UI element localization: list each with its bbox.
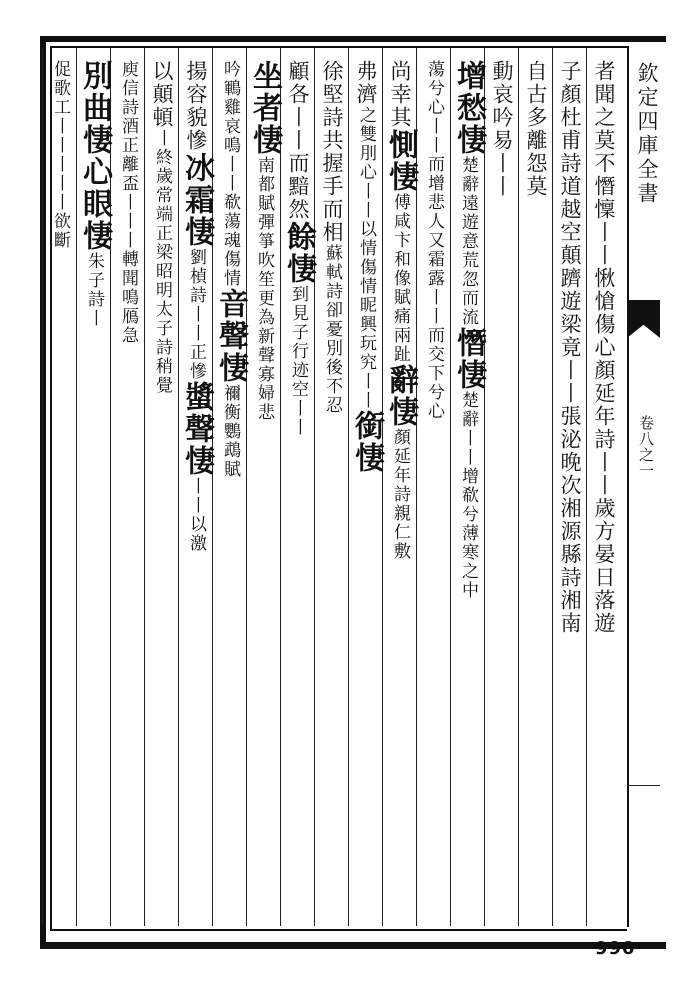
entry-heading: 惻悽 xyxy=(383,129,418,193)
column-rule xyxy=(518,48,519,926)
text-column xyxy=(383,60,418,561)
column-text: 吟鶤雞哀鳴丨丨欷蕩魂傷情 xyxy=(220,60,240,288)
column-text: 丨丨丨轉聞鳴鴈急 xyxy=(118,193,138,345)
column-text: 朱子詩丨 xyxy=(84,252,104,328)
entry-heading: 別曲悽 xyxy=(77,60,112,156)
text-column xyxy=(213,60,248,479)
column-text: 尚幸其 xyxy=(388,60,412,129)
text-column xyxy=(349,60,384,474)
column-rule xyxy=(178,48,179,926)
text-column xyxy=(590,60,618,635)
text-column xyxy=(420,60,448,421)
column-rule xyxy=(552,48,553,926)
column-text: 揚容貌慘 xyxy=(184,60,208,152)
column-rule xyxy=(484,48,485,926)
column-rule xyxy=(586,48,587,926)
column-text: 丨丨欲斷 xyxy=(50,174,70,250)
text-column xyxy=(522,60,550,198)
column-text: 楚辭丨丨增欷兮薄寒之中 xyxy=(458,391,478,600)
text-column xyxy=(318,60,346,415)
column-rule xyxy=(76,48,77,926)
column-rule xyxy=(314,48,315,926)
column-text: 禰衡鸚鵡賦 xyxy=(220,384,240,479)
column-text: 顧各丨丨而黯然 xyxy=(286,60,310,221)
text-column xyxy=(247,60,282,422)
column-text: 徐堅詩共握手而相 xyxy=(320,60,344,244)
column-text: 蘇軾詩卻憂別後不忍 xyxy=(322,244,342,415)
column-text: 南都賦彈箏吹笙更為新聲寡婦悲 xyxy=(254,156,274,422)
entry-heading: 餘悽 xyxy=(281,221,316,285)
column-text: 子顏杜甫詩道越空顛躋遊梁竟丨丨張泌晚次湘源縣詩湘南 xyxy=(558,60,582,635)
column-text: 動哀吟易丨丨 xyxy=(490,60,514,198)
page-number: 990 xyxy=(595,938,636,959)
column-text: 楚辭遠遊意荒忽而流 xyxy=(458,156,478,327)
column-rule xyxy=(450,48,451,926)
column-text: 庾信詩酒正離盃 xyxy=(118,60,138,193)
text-column xyxy=(77,60,112,328)
margin-divider xyxy=(627,785,660,786)
volume-label: 卷八之一 xyxy=(637,415,655,479)
column-rule xyxy=(246,48,247,926)
text-column xyxy=(179,60,214,553)
book-title: 欽定四庫全書 xyxy=(635,62,659,206)
column-text: 丨丨以激 xyxy=(186,477,206,553)
column-text: 之雙刖心丨丨以情傷 xyxy=(356,106,376,277)
entry-heading: 憯悽 xyxy=(451,327,486,391)
column-text: 以顛頓 xyxy=(150,60,174,129)
column-rule xyxy=(144,48,145,926)
column-text: 蕩兮心丨丨而增悲 xyxy=(424,60,444,212)
column-text: 傅咸卞和像賦痛兩趾 xyxy=(390,193,410,364)
entry-heading: 螿聲悽 xyxy=(179,381,214,477)
column-text: 顏延年詩親仁敷 xyxy=(390,428,410,561)
column-text: 者聞之莫不憯懍丨丨愀愴傷心顏延年詩丨丨歲方晏日落遊 xyxy=(592,60,616,635)
column-text: 到見子行迹空丨丨 xyxy=(288,285,308,437)
text-column xyxy=(556,60,584,635)
column-text: 促歌工丨丨丨 xyxy=(50,60,70,174)
column-text: 丨終歲常端正 xyxy=(152,129,172,243)
column-text: 梁昭明太子詩稍覺 xyxy=(152,243,172,395)
entry-heading: 增愁悽 xyxy=(451,60,486,156)
entry-heading: 心眼悽 xyxy=(77,156,112,252)
entry-heading: 冰霜悽 xyxy=(179,152,214,248)
entry-heading: 銜悽 xyxy=(349,410,384,474)
column-rule xyxy=(348,48,349,926)
entry-heading: 辭悽 xyxy=(383,364,418,428)
text-column xyxy=(451,60,486,600)
entry-heading: 坐者悽 xyxy=(247,60,282,156)
entry-heading: 音聲悽 xyxy=(213,288,248,384)
column-text: 劉楨詩丨丨正慘 xyxy=(186,248,206,381)
text-column xyxy=(46,60,74,250)
text-column xyxy=(281,60,316,437)
column-text: 自古多離怨莫 xyxy=(524,60,548,198)
column-rule xyxy=(382,48,383,926)
text-column xyxy=(148,60,176,395)
text-column xyxy=(488,60,516,198)
column-text: 情昵興玩究丨丨 xyxy=(356,277,376,410)
column-rule xyxy=(280,48,281,926)
column-text: 弗濟 xyxy=(354,60,378,106)
column-rule xyxy=(42,48,43,926)
column-text: 人又霜露丨丨而交下兮心 xyxy=(424,212,444,421)
text-column xyxy=(114,60,142,345)
